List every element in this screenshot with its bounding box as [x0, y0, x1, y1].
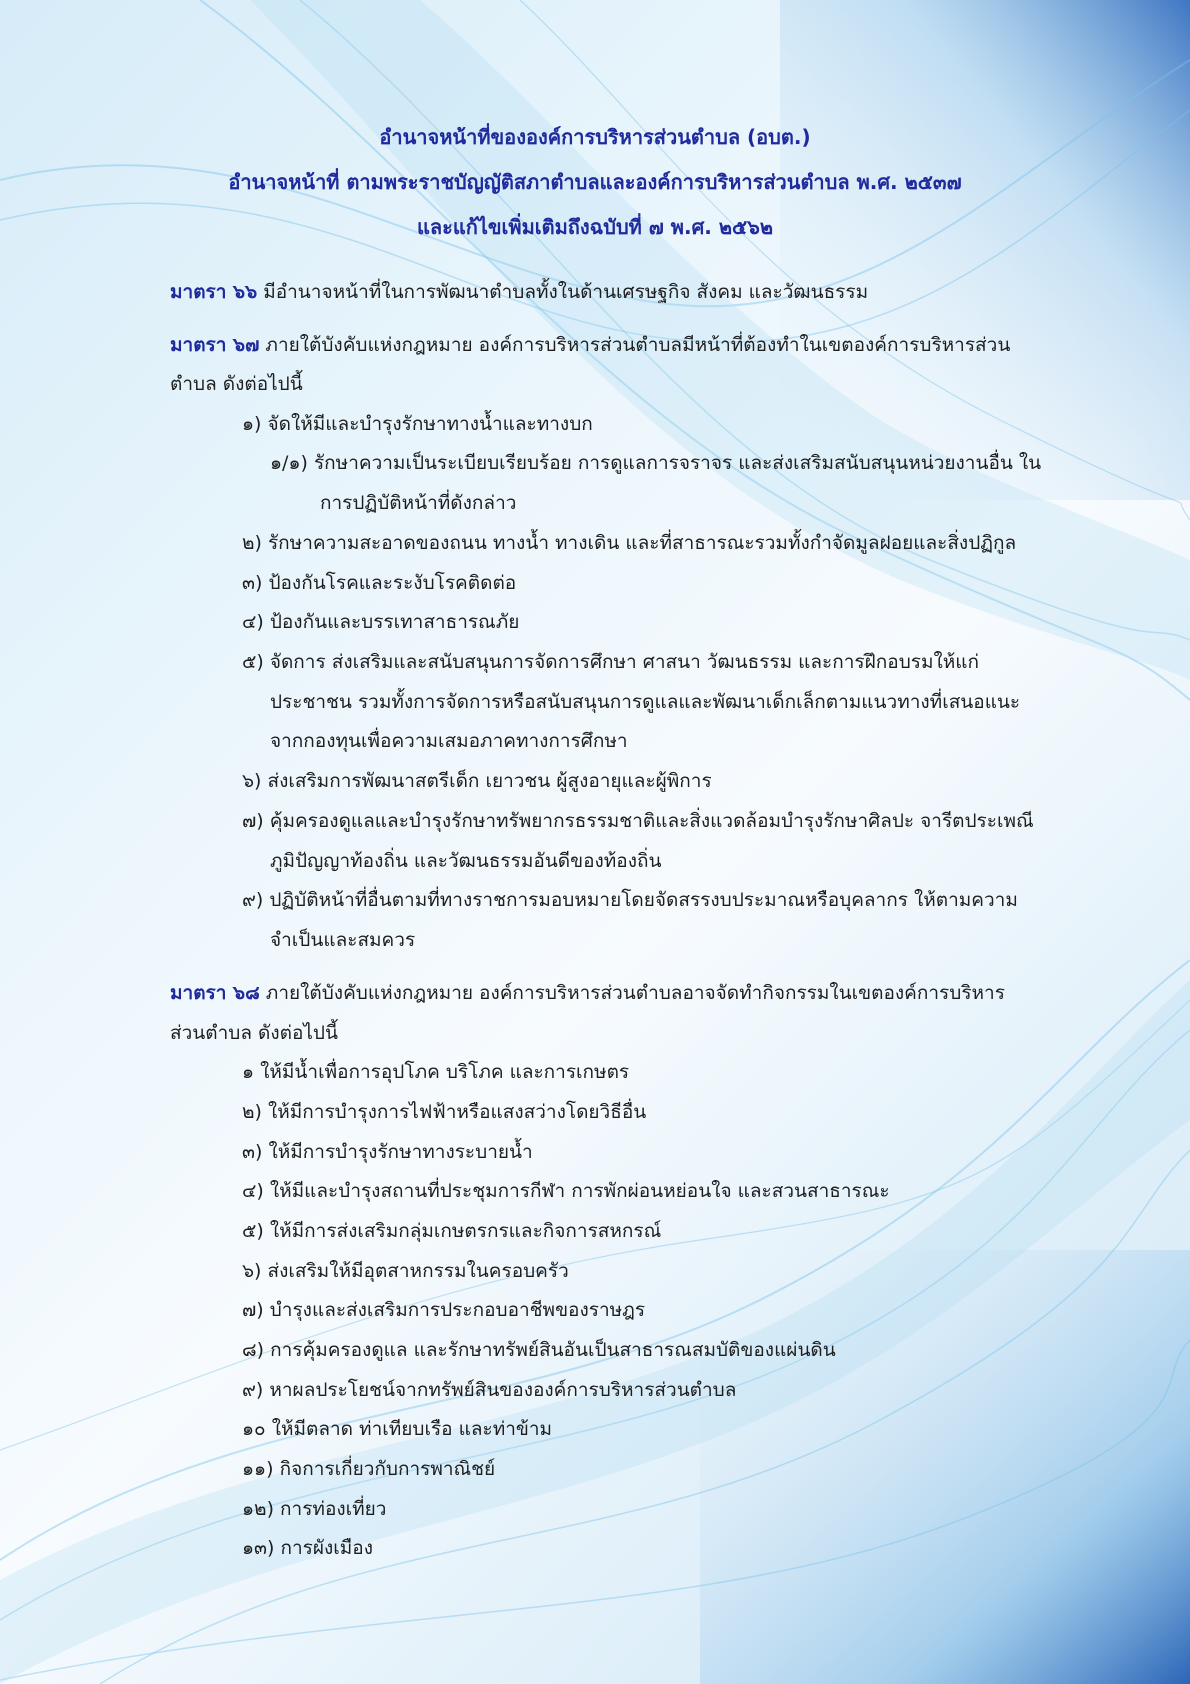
list-item: ๑) จัดให้มีและบำรุงรักษาทางน้ำและทางบก [242, 413, 593, 435]
list-item-cont: ภูมิปัญญาท้องถิ่น และวัฒนธรรมอันดีของท้องถิ่น [270, 850, 662, 872]
section-68-label: มาตรา ๖๘ [170, 982, 260, 1004]
section-67-label: มาตรา ๖๗ [170, 334, 260, 356]
list-item: ๔) ให้มีและบำรุงสถานที่ประชุมการกีฬา การพักผ่อนหย่อนใจ และสวนสาธารณะ [242, 1180, 890, 1202]
list-item: ๘) การคุ้มครองดูแล และรักษาทรัพย์สินอันเป็นสาธารณสมบัติของแผ่นดิน [242, 1339, 836, 1361]
section-66-label: มาตรา ๖๖ [170, 281, 258, 303]
list-item: ๓) ป้องกันโรคและระงับโรคติดต่อ [242, 572, 517, 594]
list-item: ๖) ส่งเสริมให้มีอุตสาหกรรมในครอบครัว [242, 1260, 569, 1282]
document-subtitle-2: และแก้ไขเพิ่มเติมถึงฉบับที่ ๗ พ.ศ. ๒๕๖๒ [416, 215, 774, 239]
list-item: ๑๐ ให้มีตลาด ท่าเทียบเรือ และท่าข้าม [242, 1418, 553, 1440]
section-66 [170, 277, 868, 307]
list-item: ๔) ป้องกันและบรรเทาสาธารณภัย [242, 611, 520, 633]
list-item: ๖) ส่งเสริมการพัฒนาสตรีเด็ก เยาวชน ผู้สูงอายุและผู้พิการ [242, 770, 712, 792]
section-67-text-cont: ตำบล ดังต่อไปนี้ [170, 373, 303, 395]
list-item: ๕) ให้มีการส่งเสริมกลุ่มเกษตรกรและกิจการสหกรณ์ [242, 1220, 662, 1242]
list-item: ๒) รักษาความสะอาดของถนน ทางน้ำ ทางเดิน และที่สาธารณะรวมทั้งกำจัดมูลฝอยและสิ่งปฏิกูล [242, 532, 1017, 554]
list-item: ๑/๑) รักษาความเป็นระเบียบเรียบร้อย การดูแลการจราจร และส่งเสริมสนับสนุนหน่วยงานอื่น ใน [270, 452, 1042, 474]
list-item: ๑๒) การท่องเที่ยว [242, 1498, 387, 1520]
list-item: ๙) ปฏิบัติหน้าที่อื่นตามที่ทางราชการมอบหมายโดยจัดสรรงบประมาณหรือบุคลากร ให้ตามความ [242, 889, 1018, 911]
list-item-cont: จำเป็นและสมควร [270, 929, 416, 951]
list-item: ๗) คุ้มครองดูแลและบำรุงรักษาทรัพยากรธรรมชาติและสิ่งแวดล้อมบำรุงรักษาศิลปะ จารีตประเพณี [242, 810, 1034, 832]
list-item-cont: จากกองทุนเพื่อความเสมอภาคทางการศึกษา [270, 730, 628, 752]
list-item: ๑ ให้มีน้ำเพื่อการอุปโภค บริโภค และการเกษตร [242, 1061, 630, 1083]
section-67 [170, 330, 1010, 360]
list-item: ๙) หาผลประโยชน์จากทรัพย์สินขององค์การบริหารส่วนตำบล [242, 1379, 737, 1401]
section-68-text: ภายใต้บังคับแห่งกฎหมาย องค์การบริหารส่วนตำบลอาจจัดทำกิจกรรมในเขตองค์การบริหาร [259, 982, 1005, 1004]
list-item: ๑๑) กิจการเกี่ยวกับการพาณิชย์ [242, 1458, 496, 1480]
section-67-text: ภายใต้บังคับแห่งกฎหมาย องค์การบริหารส่วนตำบลมีหน้าที่ต้องทำในเขตองค์การบริหารส่วน [259, 334, 1011, 356]
section-66-text: มีอำนาจหน้าที่ในการพัฒนาตำบลทั้งในด้านเศรษฐกิจ สังคม และวัฒนธรรม [257, 281, 869, 303]
document-title: อำนาจหน้าที่ขององค์การบริหารส่วนตำบล (อบต.) [379, 125, 811, 149]
document-subtitle: อำนาจหน้าที่ ตามพระราชบัญญัติสภาตำบลและองค์การบริหารส่วนตำบล พ.ศ. ๒๕๓๗ [228, 170, 962, 194]
section-68-text-cont: ส่วนตำบล ดังต่อไปนี้ [170, 1022, 338, 1044]
list-item: ๒) ให้มีการบำรุงการไฟฟ้าหรือแสงสว่างโดยวิธีอื่น [242, 1101, 647, 1123]
list-item: ๕) จัดการ ส่งเสริมและสนับสนุนการจัดการศึกษา ศาสนา วัฒนธรรม และการฝึกอบรมให้แก่ [242, 651, 980, 673]
section-68 [170, 978, 1005, 1008]
list-item-cont: ประชาชน รวมทั้งการจัดการหรือสนับสนุนการดูแลและพัฒนาเด็กเล็กตามแนวทางที่เสนอแนะ [270, 691, 1021, 713]
list-item: ๑๓) การผังเมือง [242, 1537, 373, 1559]
list-item: ๗) บำรุงและส่งเสริมการประกอบอาชีพของราษฎร [242, 1299, 646, 1321]
list-item-cont: การปฏิบัติหน้าที่ดังกล่าว [320, 492, 517, 514]
list-item: ๓) ให้มีการบำรุงรักษาทางระบายน้ำ [242, 1141, 533, 1163]
